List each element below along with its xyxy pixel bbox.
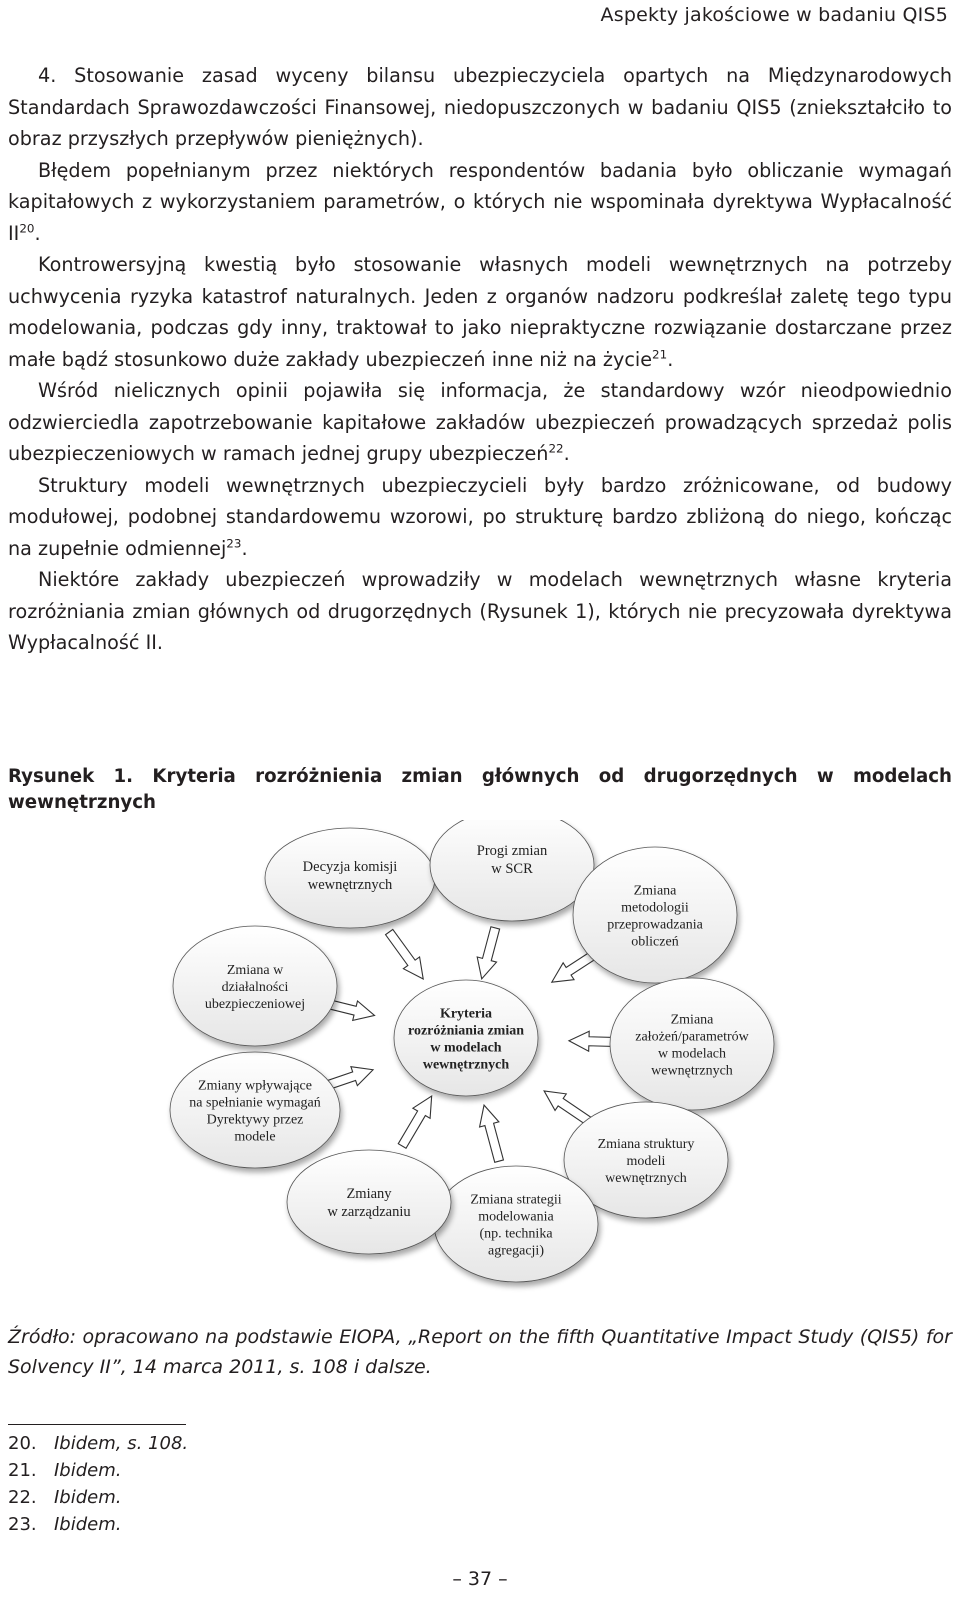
criterion-oval [610,978,774,1110]
criterion-oval-label: modelowania [478,1209,554,1225]
criterion-oval-label: przeprowadzania [607,917,703,933]
figure-source: Źródło: opracowano na podstawie EIOPA, „Report on the fifth Quantitative Impact Study (QIS5) for Solvency II”, 14 marca 2011, s. 108 i dalsze. [8,1326,952,1378]
footnote-separator [8,1424,186,1425]
footnote: 23. Ibidem. [8,1514,122,1535]
arrow-shape [472,925,505,981]
criterion-oval-label: Progi zmian [476,843,548,860]
footnote: 21. Ibidem. [8,1460,122,1481]
arrow-shape [394,1091,441,1151]
arrow [381,926,431,985]
footnote: 20. Ibidem, s. 108. [8,1433,189,1454]
criterion-oval-label: modeli [626,1153,666,1169]
arrow [394,1091,441,1151]
criterion-oval-label: Zmiana w [226,962,284,978]
footnote-ref[interactable]: 22 [548,441,564,456]
criterion-oval-label: Zmiana strategii [470,1192,562,1208]
criterion-oval-label: w zarządzaniu [327,1204,411,1221]
paragraph: Niektóre zakłady ubezpieczeń wprowadziły w modelach wewnętrznych własne kryteria rozróżniania zmian głównych od drugorzędnych (Rysunek 1), których nie precyzowała dyrektywa Wypłacalność II. [8,568,952,654]
criterion-oval-label: (np. technika [479,1226,553,1242]
figure-caption: Rysunek 1. Kryteria rozróżnienia zmian głównych od drugorzędnych w modelach wewnętrznych [8,766,952,813]
criterion-oval [430,820,594,921]
footnote-ref[interactable]: 20 [19,221,35,236]
paragraph: Kontrowersyjną kwestią było stosowanie własnych modeli wewnętrznych na potrzeby uchwycenia ryzyka katastrof naturalnych. Jeden z organów nadzoru podkreślał zaletę tego typu modelowania, podczas gdy inny, traktował to jako niepraktyczne rozwiązanie dostarczane przez małe bądź stosunkowo duże zakłady ubezpieczeń inne niż na życie$^{21}$. [8,253,952,371]
criterion-oval-label: Zmiana [670,1012,714,1028]
ovals-layer [170,820,774,1282]
running-header: Aspekty jakościowe w badaniu QIS5 [600,4,948,26]
criterion-oval-label: wewnętrznych [307,877,393,894]
criterion-oval [287,1150,451,1254]
criterion-oval-label: Zmiany [346,1186,392,1203]
criterion-oval-label: agregacji) [488,1243,544,1259]
criterion-oval-label: ubezpieczeniowej [204,996,306,1012]
criterion-oval-label: modele [234,1129,276,1145]
paragraph: Wśród nielicznych opinii pojawiła się informacja, że standardowy wzór nieodpowiednio odzwierciedla zapotrzebowanie kapitałowe zakładów ubezpieczeń prowadzących sprzedaż polis ubezpieczeniowych w ramach jednej grupy ubezpieczeń$^{22}$. [8,379,952,465]
criterion-oval-label: Decyzja komisji [302,859,398,876]
center-oval-label: Kryteria [439,1006,493,1022]
arrow-shape [381,926,431,985]
criterion-oval-label: obliczeń [631,934,679,950]
criterion-oval-label: Zmiana [633,883,677,899]
paragraph: Błędem popełnianym przez niektórych respondentów badania było obliczanie wymagań kapitałowych z wykorzystaniem parametrów, o których nie wspominała dyrektywa Wypłacalność II$^{20}$. [8,158,952,245]
criterion-oval-label: działalności [221,979,289,995]
arrow [474,1103,508,1164]
criterion-oval-label: wewnętrznych [651,1063,733,1079]
criterion-oval [173,926,337,1046]
criterion-oval [265,828,435,928]
body-text [8,60,952,659]
arrow [472,925,505,981]
criterion-oval-label: wewnętrznych [605,1170,687,1186]
page-number: – 37 – [452,1568,508,1590]
center-oval [394,980,538,1096]
criterion-oval-label: Zmiana struktury [597,1136,695,1152]
center-oval-label: w modelach [430,1040,502,1056]
criterion-oval-label: metodologii [621,900,689,916]
footnote: 22. Ibidem. [8,1487,122,1508]
criterion-oval-label: na spełnianie wymagań [189,1095,321,1111]
criterion-oval-label: w SCR [491,861,533,878]
criterion-oval [170,1052,340,1168]
center-oval-label: rozróżniania zmian [407,1023,525,1039]
center-oval-label: wewnętrznych [422,1057,510,1073]
footnote-ref[interactable]: 23 [226,536,242,551]
footnote-ref[interactable]: 21 [652,347,668,362]
paragraph: 4. Stosowanie zasad wyceny bilansu ubezpieczyciela opartych na Międzynarodowych Standardach Sprawozdawczości Finansowej, niedopuszczonych w badaniu QIS5 (zniekształciło to obraz przyszłych przepływów pieniężnych). [8,64,952,150]
arrow-shape [474,1103,508,1164]
criterion-oval [573,847,737,983]
footnotes [8,1430,188,1538]
criterion-oval-label: Zmiany wpływające [198,1078,312,1094]
criterion-oval-label: Dyrektywy przez [206,1112,304,1128]
criterion-oval [434,1166,598,1282]
paragraph: Struktury modeli wewnętrznych ubezpieczycieli były bardzo zróżnicowane, od budowy modułowej, podobnej standardowemu wzorowi, po strukturę bardzo zbliżoną do niego, kończąc na zupełnie odmiennej$^{23}$. [8,473,952,560]
criterion-oval-label: w modelach [657,1046,727,1062]
criterion-oval-label: założeń/parametrów [635,1029,749,1045]
criteria-diagram [0,820,960,1310]
